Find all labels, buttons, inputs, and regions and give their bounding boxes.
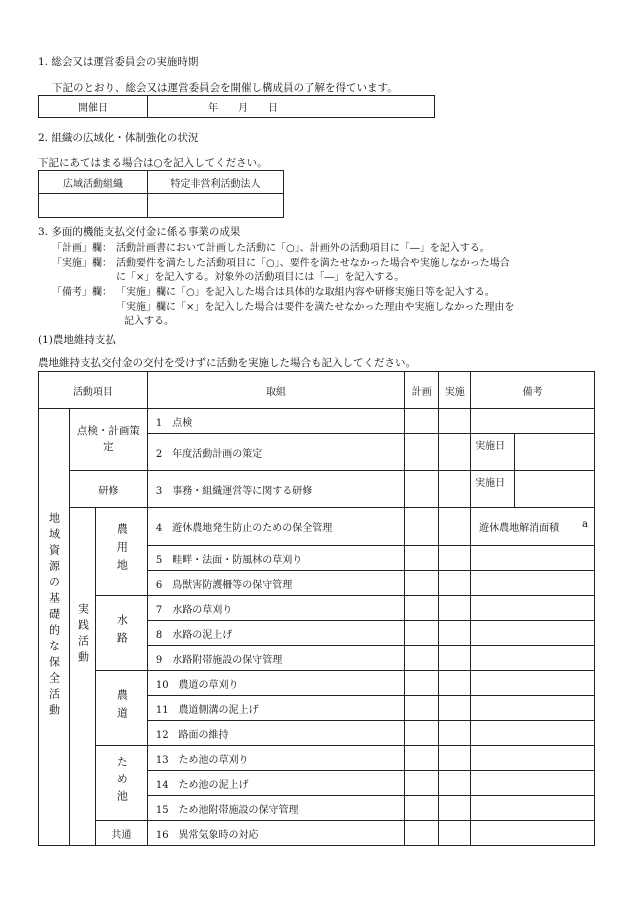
row-12-done[interactable] bbox=[439, 721, 471, 746]
note-done-text-b: に「×」を記入する。対象外の活動項目には「―」を記入する。 bbox=[116, 272, 405, 283]
row-6-done[interactable] bbox=[439, 571, 471, 596]
category-training: 研修 bbox=[69, 471, 147, 508]
row-13-plan[interactable] bbox=[405, 746, 439, 771]
idle-farmland-area-label: 遊休農地解消面積 bbox=[479, 523, 560, 534]
row-13-action: 13 ため池の草刈り bbox=[147, 746, 404, 771]
npo-input[interactable] bbox=[148, 194, 284, 218]
row-7-action: 7 水路の草刈り bbox=[147, 596, 404, 621]
header-plan: 計画 bbox=[405, 372, 439, 409]
meeting-date-label: 開催日 bbox=[39, 96, 148, 118]
row-15-done[interactable] bbox=[439, 796, 471, 821]
category-common: 共通 bbox=[95, 821, 147, 846]
row-16-plan[interactable] bbox=[405, 821, 439, 846]
row-16-action: 16 異常気象時の対応 bbox=[147, 821, 404, 846]
row-6-action: 6 鳥獣害防護柵等の保守管理 bbox=[147, 571, 404, 596]
section-2-description: 下記にあてはまる場合は○を記入してください。 bbox=[38, 157, 268, 169]
row-10-done[interactable] bbox=[439, 671, 471, 696]
row-8-action: 8 水路の泥上げ bbox=[147, 621, 404, 646]
row-11-done[interactable] bbox=[439, 696, 471, 721]
row-1-done[interactable] bbox=[439, 409, 471, 434]
row-16-done[interactable] bbox=[439, 821, 471, 846]
idle-farmland-area-unit: a bbox=[582, 519, 588, 530]
row-10-action: 10 農道の草刈り bbox=[147, 671, 404, 696]
row-3-done[interactable] bbox=[439, 471, 471, 508]
header-remarks: 備考 bbox=[471, 372, 595, 409]
row-7-plan[interactable] bbox=[405, 596, 439, 621]
row-15-remarks[interactable] bbox=[471, 796, 595, 821]
category-inspection: 点検・計画策定 bbox=[69, 409, 147, 471]
section-1-heading: 1. 総会又は運営委員会の実施時期 bbox=[38, 56, 199, 68]
row-12-action: 12 路面の維持 bbox=[147, 721, 404, 746]
row-7-done[interactable] bbox=[439, 596, 471, 621]
row-8-remarks[interactable] bbox=[471, 621, 595, 646]
row-14-remarks[interactable] bbox=[471, 771, 595, 796]
row-9-action: 9 水路附帯施設の保守管理 bbox=[147, 646, 404, 671]
row-11-action: 11 農道側溝の泥上げ bbox=[147, 696, 404, 721]
row-7-remarks[interactable] bbox=[471, 596, 595, 621]
row-12-plan[interactable] bbox=[405, 721, 439, 746]
category-farmland: 農用地 bbox=[95, 508, 147, 596]
row-9-remarks[interactable] bbox=[471, 646, 595, 671]
row-4-plan[interactable] bbox=[405, 508, 439, 546]
row-8-plan[interactable] bbox=[405, 621, 439, 646]
note-plan-text: 活動計画書において計画した活動に「○」、計画外の活動項目に「―」を記入する。 bbox=[116, 243, 490, 254]
row-3-remark-date-label: 実施日 bbox=[471, 471, 515, 508]
section-3-heading: 3. 多面的機能支払交付金に係る事業の成果 bbox=[38, 226, 241, 238]
row-4-remarks[interactable] bbox=[471, 508, 595, 546]
row-3-remark-date-value[interactable] bbox=[515, 471, 595, 508]
category-road: 農道 bbox=[95, 671, 147, 746]
row-16-remarks[interactable] bbox=[471, 821, 595, 846]
category-pond: ため池 bbox=[95, 746, 147, 821]
category-waterway: 水路 bbox=[95, 596, 147, 671]
row-13-remarks[interactable] bbox=[471, 746, 595, 771]
row-14-action: 14 ため池の泥上げ bbox=[147, 771, 404, 796]
row-6-remarks[interactable] bbox=[471, 571, 595, 596]
npo-header: 特定非営利活動法人 bbox=[148, 171, 284, 194]
row-5-remarks[interactable] bbox=[471, 546, 595, 571]
note-remarks-key: 「備考」欄： bbox=[52, 287, 112, 298]
row-2-remark-date-value[interactable] bbox=[515, 434, 595, 471]
row-1-action: 1 点検 bbox=[147, 409, 404, 434]
note-remarks-text-b: 「実施」欄に「×」を記入した場合は要件を満たせなかった理由や実施しなかった理由を bbox=[116, 302, 515, 313]
note-done-key: 「実施」欄： bbox=[52, 258, 112, 269]
row-5-action: 5 畦畔・法面・防風林の草刈り bbox=[147, 546, 404, 571]
farmland-maintenance-description: 農地維持支払交付金の交付を受けずに活動を実施した場合も記入してください。 bbox=[38, 357, 416, 369]
wide-area-org-input[interactable] bbox=[39, 194, 148, 218]
row-12-remarks[interactable] bbox=[471, 721, 595, 746]
row-13-done[interactable] bbox=[439, 746, 471, 771]
meeting-date-value[interactable]: 年 月 日 bbox=[148, 96, 435, 118]
organization-status-table bbox=[38, 170, 284, 218]
row-6-plan[interactable] bbox=[405, 571, 439, 596]
section-2-heading: 2. 組織の広域化・体制強化の状況 bbox=[38, 132, 199, 144]
row-3-action: 3 事務・組織運営等に関する研修 bbox=[147, 471, 404, 508]
group-main-label: 地域資源の基礎的な保全活動 bbox=[39, 409, 70, 846]
row-10-plan[interactable] bbox=[405, 671, 439, 696]
note-plan-key: 「計画」欄： bbox=[52, 243, 112, 254]
activity-table bbox=[38, 371, 595, 846]
row-4-action: 4 遊休農地発生防止のための保全管理 bbox=[147, 508, 404, 546]
note-remarks-text-a: 「実施」欄に「○」を記入した場合は具体的な取組内容や研修実施日等を記入する。 bbox=[116, 287, 495, 298]
row-2-plan[interactable] bbox=[405, 434, 439, 471]
header-activity-item: 活動項目 bbox=[39, 372, 148, 409]
section-1-description: 下記のとおり、総会又は運営委員会を開催し構成員の了解を得ています。 bbox=[52, 82, 398, 94]
row-10-remarks[interactable] bbox=[471, 671, 595, 696]
row-14-done[interactable] bbox=[439, 771, 471, 796]
row-5-plan[interactable] bbox=[405, 546, 439, 571]
row-11-remarks[interactable] bbox=[471, 696, 595, 721]
row-11-plan[interactable] bbox=[405, 696, 439, 721]
row-1-remarks[interactable] bbox=[471, 409, 595, 434]
header-action: 取組 bbox=[147, 372, 404, 409]
row-14-plan[interactable] bbox=[405, 771, 439, 796]
row-8-done[interactable] bbox=[439, 621, 471, 646]
note-done-text-a: 活動要件を満たした活動項目に「○」、要件を満たせなかった場合や実施しなかった場合 bbox=[116, 258, 510, 269]
row-9-done[interactable] bbox=[439, 646, 471, 671]
farmland-maintenance-heading: (1)農地維持支払 bbox=[38, 334, 116, 346]
row-2-remark-date-label: 実施日 bbox=[471, 434, 515, 471]
header-done: 実施 bbox=[439, 372, 471, 409]
wide-area-org-header: 広域活動組織 bbox=[39, 171, 148, 194]
row-15-action: 15 ため池附帯施設の保守管理 bbox=[147, 796, 404, 821]
note-remarks-text-c: 記入する。 bbox=[124, 316, 174, 327]
meeting-date-table bbox=[38, 95, 435, 118]
row-2-action: 2 年度活動計画の策定 bbox=[147, 434, 404, 471]
row-15-plan[interactable] bbox=[405, 796, 439, 821]
row-9-plan[interactable] bbox=[405, 646, 439, 671]
row-4-done[interactable] bbox=[439, 508, 471, 546]
row-3-plan[interactable] bbox=[405, 471, 439, 508]
group-practice-label: 実践活動 bbox=[69, 508, 95, 846]
row-1-plan[interactable] bbox=[405, 409, 439, 434]
row-2-done[interactable] bbox=[439, 434, 471, 471]
row-5-done[interactable] bbox=[439, 546, 471, 571]
